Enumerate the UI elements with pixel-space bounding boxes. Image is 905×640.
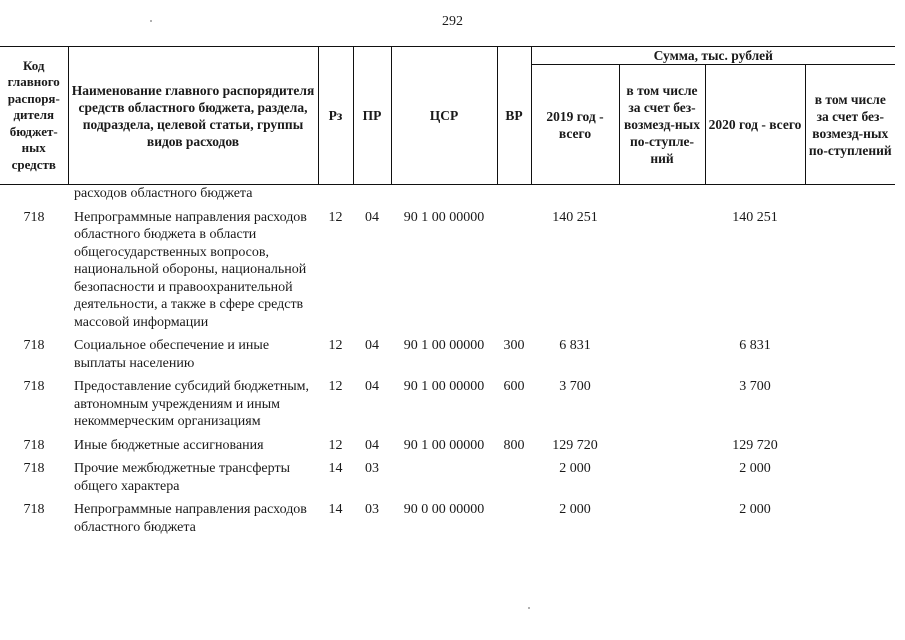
row-2020-free [805,495,895,536]
row-2020-total: 3 700 [739,379,771,394]
row-kod: 718 [23,338,45,353]
row-rz: 14 [328,461,343,476]
row-pr: 04 [365,379,379,394]
row-vr [497,495,531,536]
row-csr: 90 1 00 00000 [403,209,485,225]
row-2020-total: 6 831 [739,338,771,353]
row-vr: 600 [503,379,525,394]
row-2019-total: 129 720 [552,437,598,453]
row-2019-free [619,203,705,332]
header-vr: ВР [497,47,531,185]
table-row [0,495,895,536]
row-kod: 718 [23,379,45,394]
row-rz: 14 [328,502,343,517]
row-csr [391,454,497,495]
row-vr: 300 [503,338,525,353]
row-2020-total: 2 000 [739,502,771,517]
row-2019-total: 6 831 [559,338,591,353]
table-row [0,372,895,431]
row-rz: 12 [328,209,343,225]
row-name: Непрограммные направления расходов областного бюджета в области общегосударственных вопросов, национальной обороны, национальной безопасности и правоохранительной деятельности, а также в сфере средств массовой информации [74,209,307,330]
row-kod: 718 [23,209,45,225]
row-2019-free [619,331,705,372]
continuation-text: расходов областного бюджета [74,186,253,201]
row-2020-total: 2 000 [739,461,771,476]
row-2020-total: 129 720 [732,437,778,453]
row-name: Прочие межбюджетные трансферты общего характера [74,461,290,494]
row-rz: 12 [328,437,343,453]
row-2019-total: 3 700 [559,379,591,394]
header-name: Наименование главного распорядителя средств областного бюджета, раздела, подраздела, целевой статьи, группы видов расходов [68,47,318,185]
row-kod: 718 [23,502,45,517]
row-2020-free [805,431,895,455]
budget-table-container [0,46,895,536]
row-vr [497,203,531,332]
row-pr: 04 [365,437,379,453]
row-pr: 04 [365,209,379,225]
row-2019-free [619,495,705,536]
row-vr: 800 [503,437,525,453]
row-rz: 12 [328,338,343,353]
header-pr: ПР [353,47,391,185]
row-name: Непрограммные направления расходов областного бюджета [74,502,307,535]
row-pr: 03 [365,461,379,476]
row-csr: 90 1 00 00000 [403,338,485,353]
row-2019-total: 140 251 [552,209,598,225]
budget-table [0,46,895,536]
row-rz: 12 [328,379,343,394]
row-name: Предоставление субсидий бюджетным, автономным учреждениям и иным некоммерческим организациям [74,379,310,429]
row-csr: 90 0 00 00000 [403,502,485,517]
row-2020-free [805,454,895,495]
table-row [0,331,895,372]
scan-speck [528,607,530,609]
row-2019-total: 2 000 [559,502,591,517]
continuation-row [0,185,895,203]
table-row [0,454,895,495]
row-2020-total: 140 251 [732,209,778,225]
row-name: Социальное обеспечение и иные выплаты населению [74,338,270,371]
row-kod: 718 [23,437,45,453]
header-2020-total: 2020 год - всего [705,65,805,185]
table-row [0,203,895,332]
row-2019-free [619,431,705,455]
header-2019-total: 2019 год - всего [531,65,619,185]
row-2020-free [805,331,895,372]
row-2020-free [805,203,895,332]
header-2019-free: в том числе за счет без-возмезд-ных по-ступле-ний [619,65,705,185]
row-csr: 90 1 00 00000 [403,379,485,394]
header-summa: Сумма, тыс. рублей [531,47,895,65]
header-kod: Код главного распоря-дителя бюджет-ных средств [0,47,68,185]
table-row [0,431,895,455]
scan-speck [150,20,152,22]
row-2019-total: 2 000 [559,461,591,476]
header-rz: Рз [318,47,353,185]
header-2020-free: в том числе за счет без-возмезд-ных по-ступлений [805,65,895,185]
row-vr [497,454,531,495]
row-kod: 718 [23,461,45,476]
row-2019-free [619,372,705,431]
row-name: Иные бюджетные ассигнования [74,437,264,453]
row-pr: 04 [365,338,379,353]
row-2019-free [619,454,705,495]
row-pr: 03 [365,502,379,517]
header-csr: ЦСР [391,47,497,185]
row-2020-free [805,372,895,431]
page-number: 292 [442,14,463,29]
row-csr: 90 1 00 00000 [403,437,485,453]
